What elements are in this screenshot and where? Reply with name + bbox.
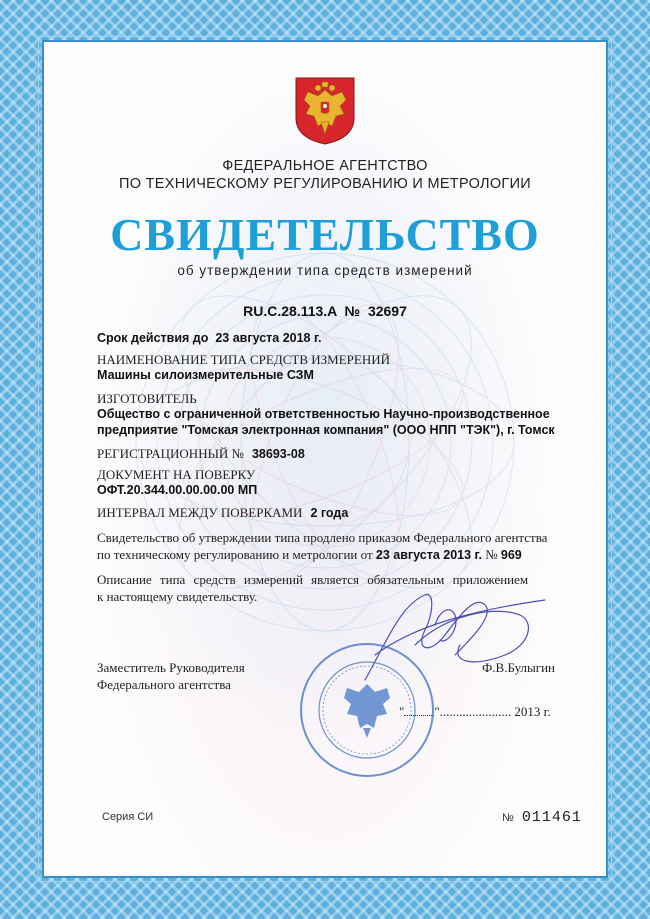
validity-line xyxy=(97,331,321,345)
reg-number-line xyxy=(97,445,305,463)
validity-label: Срок действия до xyxy=(97,331,209,345)
registration-code: RU.C.28.113.A xyxy=(243,303,337,319)
signature-date-line: " "...................... 2013 г. xyxy=(399,704,551,719)
agency-name-line1: ФЕДЕРАЛЬНОЕ АГЕНТСТВО xyxy=(222,158,428,174)
coat-of-arms-icon xyxy=(294,76,356,146)
validity-date: 23 августа 2018 г. xyxy=(215,331,322,345)
verification-doc-label: ДОКУМЕНТ НА ПОВЕРКУ xyxy=(97,467,256,482)
description-line1: Описание типа средств измерений является обязательным приложением xyxy=(97,572,529,587)
interval-line xyxy=(97,504,348,522)
extension-line2 xyxy=(97,546,567,564)
description-line2: к настоящему свидетельству. xyxy=(97,589,258,604)
document-subtitle: об утверждении типа средств измерений xyxy=(177,263,473,278)
registration-line xyxy=(42,303,608,319)
reg-number-label: РЕГИСТРАЦИОННЫЙ № xyxy=(97,446,244,461)
registration-number-sign: № xyxy=(344,303,361,319)
registration-number: 32697 xyxy=(367,303,407,319)
extension-line1: Свидетельство об утверждении типа продлено приказом Федерального агентства xyxy=(97,530,548,545)
signatory-name: Ф.В.Булыгин xyxy=(482,660,555,675)
extension-line2-prefix: по техническому регулированию и метрологии от xyxy=(97,547,373,562)
instrument-type-value: Машины силоизмерительные СЗМ xyxy=(97,368,314,382)
document-title: СВИДЕТЕЛЬСТВО xyxy=(110,209,540,260)
manufacturer-line2: предприятие "Томская электронная компания" (ООО НПП "ТЭК"), г. Томск xyxy=(97,423,555,437)
instrument-type-label: НАИМЕНОВАНИЕ ТИПА СРЕДСТВ ИЗМЕРЕНИЙ xyxy=(97,352,390,367)
signature-date-dots: ...................... xyxy=(439,704,512,719)
verification-doc-value: ОФТ.20.344.00.00.00.00 МП xyxy=(97,483,258,497)
reg-number-value: 38693-08 xyxy=(251,447,305,461)
extension-number: 969 xyxy=(500,548,522,562)
series-label: Серия СИ xyxy=(102,811,154,823)
signatory-position-line1: Заместитель Руководителя xyxy=(97,660,245,675)
agency-name-line2: ПО ТЕХНИЧЕСКОМУ РЕГУЛИРОВАНИЮ И МЕТРОЛОГИИ xyxy=(118,176,532,192)
serial-number-sign: № xyxy=(502,812,514,824)
signatory-position-line2: Федерального агентства xyxy=(97,677,231,692)
serial-number-line xyxy=(502,808,582,826)
extension-date: 23 августа 2013 г. xyxy=(375,548,482,562)
manufacturer-label: ИЗГОТОВИТЕЛЬ xyxy=(97,391,197,406)
serial-number: 011461 xyxy=(521,809,582,826)
extension-number-sign: № xyxy=(485,547,498,562)
interval-value: 2 года xyxy=(310,506,349,520)
signature-date-year: 2013 г. xyxy=(514,704,551,719)
interval-label: ИНТЕРВАЛ МЕЖДУ ПОВЕРКАМИ xyxy=(97,505,303,520)
manufacturer-line1: Общество с ограниченной ответственностью Научно-производственное xyxy=(97,407,550,421)
